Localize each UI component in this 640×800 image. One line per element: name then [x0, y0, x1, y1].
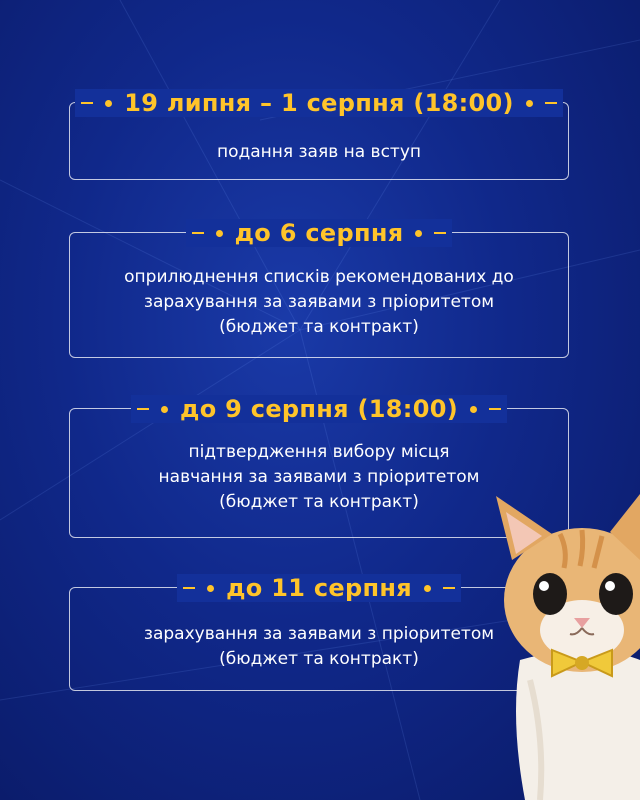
dash-left	[192, 232, 204, 234]
card-line: навчання за заявами з пріоритетом	[158, 467, 480, 487]
dot-right	[526, 100, 533, 107]
dash-left	[81, 102, 93, 104]
dot-right	[415, 230, 422, 237]
dot-right	[424, 585, 431, 592]
dot-left	[216, 230, 223, 237]
card-line: подання заяв на вступ	[216, 142, 422, 162]
dash-left	[183, 587, 195, 589]
dash-right	[443, 587, 455, 589]
card-title-text: до 9 серпня (18:00)	[180, 395, 458, 423]
dot-left	[161, 406, 168, 413]
card-line: (бюджет та контракт)	[219, 492, 419, 512]
card-line: оприлюднення списків рекомендованих до	[124, 267, 514, 287]
card-title-text: 19 липня – 1 серпня (18:00)	[124, 89, 514, 117]
dash-right	[434, 232, 446, 234]
card-line: підтвердження вибору місця	[188, 442, 450, 462]
dot-left	[207, 585, 214, 592]
card-title-text: до 11 серпня	[226, 574, 412, 602]
card-line: зарахування за заявами з пріоритетом	[143, 292, 495, 312]
dash-right	[545, 102, 557, 104]
schedule-card-2	[69, 219, 569, 358]
card-title-text: до 6 серпня	[234, 219, 404, 247]
card-line: (бюджет та контракт)	[219, 317, 419, 337]
dot-right	[470, 406, 477, 413]
schedule-card-1	[69, 89, 569, 180]
kitten-with-bowtie-image	[490, 490, 640, 800]
card-line: (бюджет та контракт)	[219, 649, 419, 669]
dash-left	[137, 408, 149, 410]
card-title-2	[70, 213, 568, 253]
card-line: зарахування за заявами з пріоритетом	[143, 624, 495, 644]
dash-right	[489, 408, 501, 410]
card-title-3	[70, 389, 568, 429]
card-title-1	[70, 83, 568, 123]
dot-left	[105, 100, 112, 107]
